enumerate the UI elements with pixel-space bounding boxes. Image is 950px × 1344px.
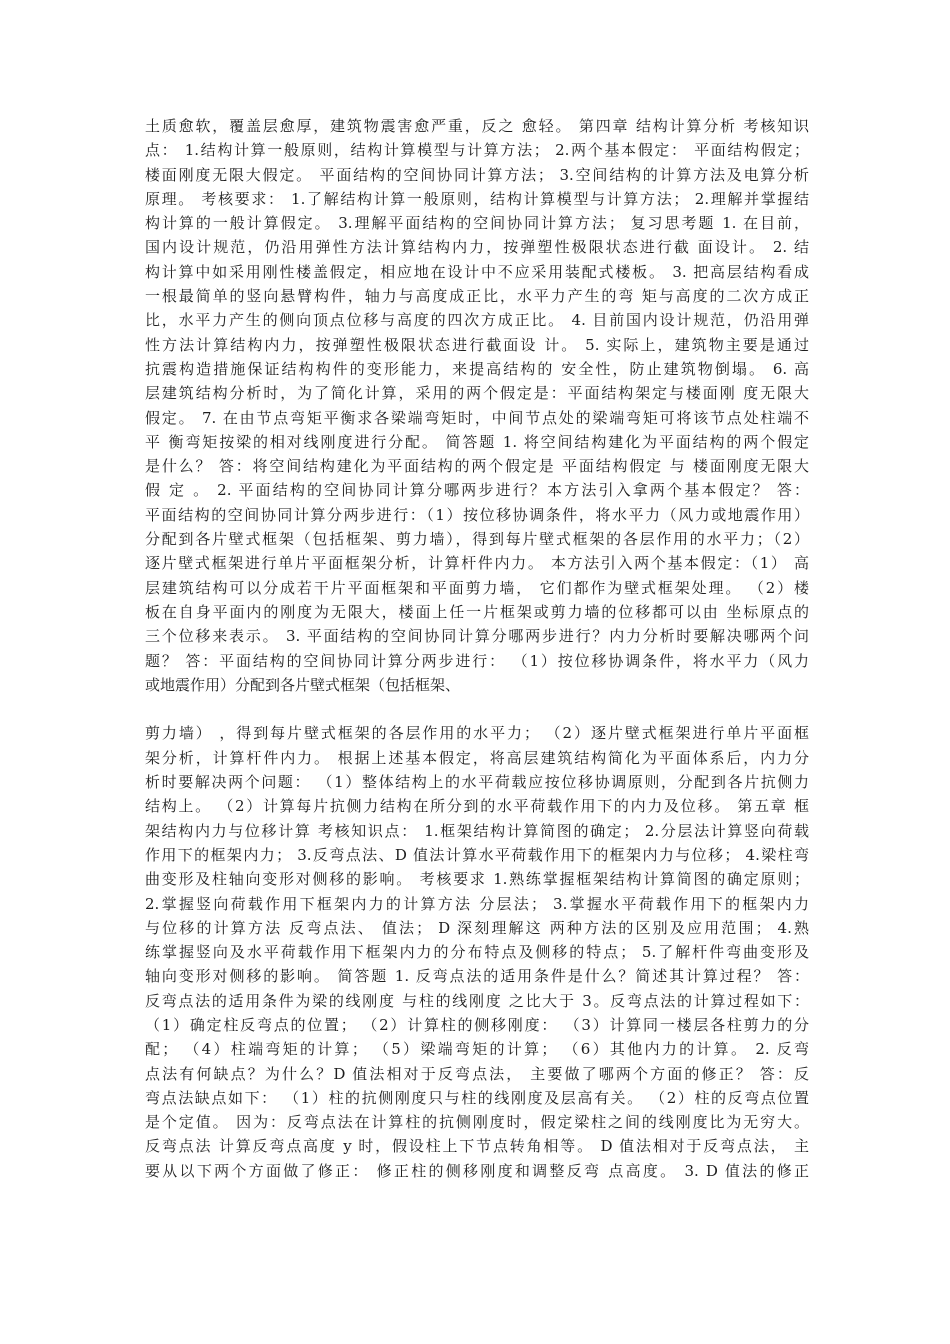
text-line: 三个位移来表示。 3. 平面结构的空间协同计算分哪两步进行？内力分析时要解决哪两个问: [145, 627, 809, 646]
text-line: 假 定 。 2. 平面结构的空间协同计算分哪两步进行？本方法引入拿两个基本假定？ 答：: [145, 481, 809, 500]
paragraph-gap: [145, 697, 809, 721]
text-line: 反弯点法 计算反弯点高度 y 时，假设柱上下节点转角相等。 D 值法相对于反弯点法， 主: [145, 1137, 809, 1156]
text-line: 平 衡弯矩按梁的相对线刚度进行分配。 简答题 1. 将空间结构建化为平面结构的两个假定: [145, 432, 809, 451]
text-line: （1）确定柱反弯点的位置； （2）计算柱的侧移刚度： （3）计算同一楼层各柱剪力的分: [145, 1015, 809, 1034]
text-line: 练掌握竖向及水平荷载作用下框架内力的分布特点及侧移的特点； 5.了解杆件弯曲变形及: [145, 943, 809, 962]
text-line: 平面结构的空间协同计算分两步进行：（1）按位移协调条件，将水平力（风力或地震作用）: [145, 505, 809, 524]
text-line: 曲变形及柱轴向变形对侧移的影响。 考核要求 1.熟练掌握框架结构计算简图的确定原则；: [145, 870, 809, 889]
text-line: 剪力墙） ，得到每片壁式框架的各层作用的水平力； （2）逐片壁式框架进行单片平面框: [145, 724, 809, 743]
text-line: 比，水平力产生的侧向顶点位移与高度的四次方成正比。 4. 目前国内设计规范，仍沿用弹: [145, 311, 809, 330]
text-line: 国内设计规范，仍沿用弹性方法计算结构内力，按弹塑性极限状态进行截 面设计。 2. 结: [145, 238, 809, 257]
text-line: 结构上。 （2）计算每片抗侧力结构在所分到的水平荷载作用下的内力及位移。 第五章 框: [145, 797, 809, 816]
text-line: 构计算的一般计算假定。 3.理解平面结构的空间协同计算方法； 复习思考题 1. 在目前，: [145, 214, 809, 233]
text-line: 析时要解决两个问题： （1）整体结构上的水平荷载应按位移协调原则，分配到各片抗侧力: [145, 773, 809, 792]
text-line: 与位移的计算方法 反弯点法、 值法； D 深刻理解这 两种方法的区别及应用范围； 4.熟: [145, 918, 809, 937]
text-line: 反弯点法的适用条件为梁的线刚度 与柱的线刚度 之比大于 3。反弯点法的计算过程如下：: [145, 991, 809, 1010]
text-line: 逐片壁式框架进行单片平面框架分析，计算杆件内力。 本方法引入两个基本假定：（1） 高: [145, 554, 809, 573]
text-line: 分配到各片壁式框架（包括框架、剪力墙），得到每片壁式框架的各层作用的水平力；（2）: [145, 530, 809, 549]
text-line: 配； （4）柱端弯矩的计算； （5）梁端弯矩的计算； （6）其他内力的计算。 2. 反弯: [145, 1040, 809, 1059]
text-line: 性方法计算结构内力，按弹塑性极限状态进行截面设 计。 5. 实际上，建筑物主要是通过: [145, 335, 809, 354]
text-line: 一根最简单的竖向悬臂构件，轴力与高度成正比，水平力产生的弯 矩与高度的二次方成正: [145, 287, 809, 306]
text-line: 2.掌握竖向荷载作用下框架内力的计算方法 分层法； 3.掌握水平荷载作用下的框架内力: [145, 894, 809, 913]
text-line: 是个定值。 因为：反弯点法在计算柱的抗侧刚度时，假定梁柱之间的线刚度比为无穷大。: [145, 1113, 809, 1132]
text-line: 是什么？ 答：将空间结构建化为平面结构的两个假定是 平面结构假定 与 楼面刚度无限大: [145, 457, 809, 476]
text-line: 层建筑结构分析时，为了简化计算，采用的两个假定是：平面结构架定与楼面刚 度无限大: [145, 384, 809, 403]
text-line: 楼面刚度无限大假定。 平面结构的空间协同计算方法； 3.空间结构的计算方法及电算分析: [145, 165, 809, 184]
text-line: 弯点法缺点如下： （1）柱的抗侧刚度只与柱的线刚度及层高有关。 （2）柱的反弯点位置: [145, 1088, 809, 1107]
text-line: 点法有何缺点？为什么？D 值法相对于反弯点法， 主要做了哪两个方面的修正？ 答：反: [145, 1064, 809, 1083]
text-line: 点： 1.结构计算一般原则，结构计算模型与计算方法； 2.两个基本假定： 平面结构假定；: [145, 141, 809, 160]
text-line: 题？ 答：平面结构的空间协同计算分两步进行： （1）按位移协调条件，将水平力（风力: [145, 651, 809, 670]
text-line: 要从以下两个方面做了修正： 修正柱的侧移刚度和调整反弯 点高度。 3. D 值法的修正: [145, 1161, 809, 1180]
text-line: 或地震作用）分配到各片壁式框架（包括框架、: [145, 675, 461, 694]
text-line: 层建筑结构可以分成若干片平面框架和平面剪力墙， 它们都作为壁式框架处理。 （2）楼: [145, 578, 809, 597]
text-line: 原理。 考核要求： 1.了解结构计算一般原则，结构计算模型与计算方法； 2.理解并掌握结: [145, 189, 809, 208]
text-line: 架结构内力与位移计算 考核知识点： 1.框架结构计算简图的确定； 2.分层法计算竖向荷载: [145, 821, 809, 840]
text-line: 抗震构造措施保证结构构件的变形能力，来提高结构的 安全性，防止建筑物倒塌。 6. 高: [145, 359, 809, 378]
text-line: 作用下的框架内力； 3.反弯点法、D 值法计算水平荷载作用下的框架内力与位移； 4.梁柱弯: [145, 845, 809, 864]
paragraph-2: [145, 721, 809, 1183]
document-page: [145, 114, 809, 1183]
text-line: 构计算中如采用刚性楼盖假定，相应地在设计中不应采用装配式楼板。 3. 把高层结构看成: [145, 262, 809, 281]
paragraph-1: [145, 114, 809, 697]
text-line: 土质愈软，覆盖层愈厚，建筑物震害愈严重，反之 愈轻。 第四章 结构计算分析 考核知识: [145, 117, 809, 135]
text-line: 架分析，计算杆件内力。 根据上述基本假定，将高层建筑结构简化为平面体系后，内力分: [145, 748, 809, 767]
text-line: 板在自身平面内的刚度为无限大，楼面上任一片框架或剪力墙的位移都可以由 坐标原点的: [145, 602, 809, 621]
text-line: 假定。 7. 在由节点弯矩平衡求各梁端弯矩时，中间节点处的梁端弯矩可将该节点处柱端不: [145, 408, 809, 427]
text-line: 轴向变形对侧移的影响。 简答题 1. 反弯点法的适用条件是什么？简述其计算过程？ 答：: [145, 967, 809, 986]
